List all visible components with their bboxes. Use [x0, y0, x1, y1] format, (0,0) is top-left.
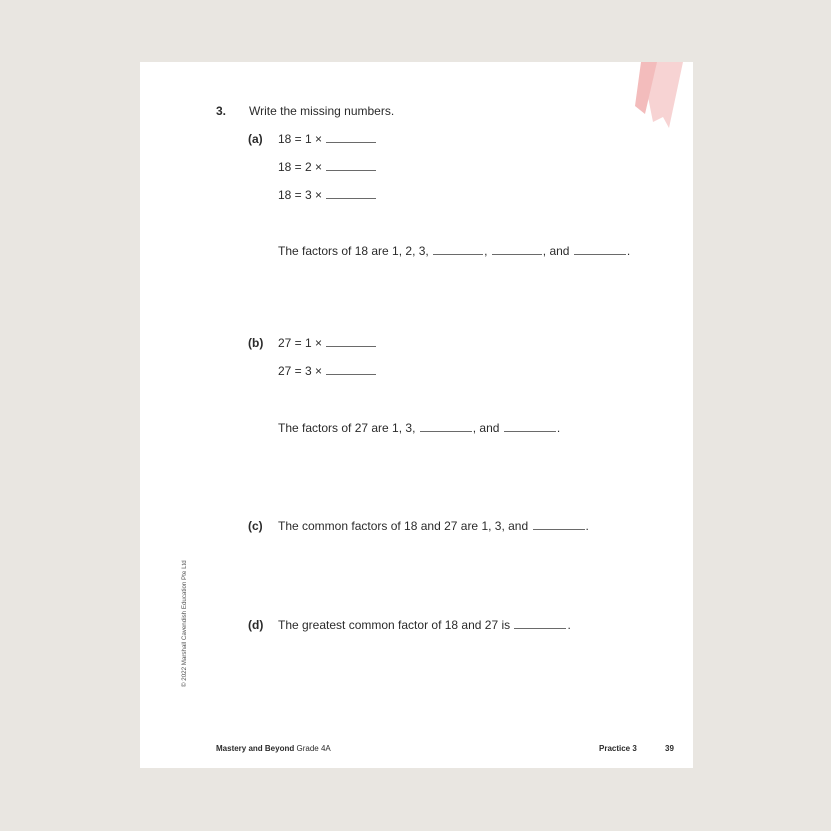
answer-blank[interactable]	[420, 422, 472, 432]
equation-line	[278, 188, 377, 202]
part-d-label: (d)	[248, 618, 264, 632]
equation-line	[278, 336, 377, 350]
sentence-text: The factors of 27 are 1, 3,	[278, 421, 416, 435]
series-name: Mastery and Beyond	[216, 744, 295, 753]
part-b-label: (b)	[248, 336, 264, 350]
part-a-label: (a)	[248, 132, 263, 146]
common-factors-sentence	[278, 519, 589, 533]
period-text: .	[567, 618, 571, 632]
sentence-text: The common factors of 18 and 27 are 1, 3, and	[278, 519, 529, 533]
factors-sentence	[278, 244, 630, 258]
answer-blank[interactable]	[326, 365, 376, 375]
equation-line	[278, 364, 377, 378]
question-number: 3.	[216, 104, 227, 118]
equation-line	[278, 132, 377, 146]
footer-practice: Practice 3	[599, 744, 637, 753]
answer-blank[interactable]	[326, 161, 376, 171]
separator-text: , and	[472, 421, 500, 435]
copyright-notice: © 2022 Marshall Cavendish Education Pte Ltd	[181, 560, 188, 687]
equation-text: 27 = 3 ×	[278, 364, 323, 378]
part-c-label: (c)	[248, 519, 263, 533]
equation-text: 18 = 2 ×	[278, 160, 323, 174]
period-text: .	[585, 519, 589, 533]
answer-blank[interactable]	[326, 337, 376, 347]
separator-text: , and	[542, 244, 570, 258]
factors-sentence	[278, 421, 560, 435]
grade-label: Grade 4A	[296, 744, 331, 753]
answer-blank[interactable]	[326, 189, 376, 199]
gcf-sentence	[278, 618, 571, 632]
bookmark-ribbon-icon	[627, 62, 683, 130]
answer-blank[interactable]	[533, 520, 585, 530]
answer-blank[interactable]	[514, 619, 566, 629]
worksheet-page	[140, 62, 693, 768]
sentence-text: The factors of 18 are 1, 2, 3,	[278, 244, 429, 258]
sentence-text: The greatest common factor of 18 and 27 is	[278, 618, 511, 632]
footer-series	[216, 744, 331, 753]
answer-blank[interactable]	[433, 245, 483, 255]
question-prompt: Write the missing numbers.	[249, 104, 395, 118]
page-number: 39	[665, 744, 674, 753]
equation-text: 18 = 3 ×	[278, 188, 323, 202]
equation-text: 27 = 1 ×	[278, 336, 323, 350]
equation-line	[278, 160, 377, 174]
equation-text: 18 = 1 ×	[278, 132, 323, 146]
answer-blank[interactable]	[574, 245, 626, 255]
period-text: .	[626, 244, 631, 258]
answer-blank[interactable]	[492, 245, 542, 255]
answer-blank[interactable]	[326, 133, 376, 143]
answer-blank[interactable]	[504, 422, 556, 432]
period-text: .	[556, 421, 561, 435]
separator-text: ,	[484, 244, 488, 258]
